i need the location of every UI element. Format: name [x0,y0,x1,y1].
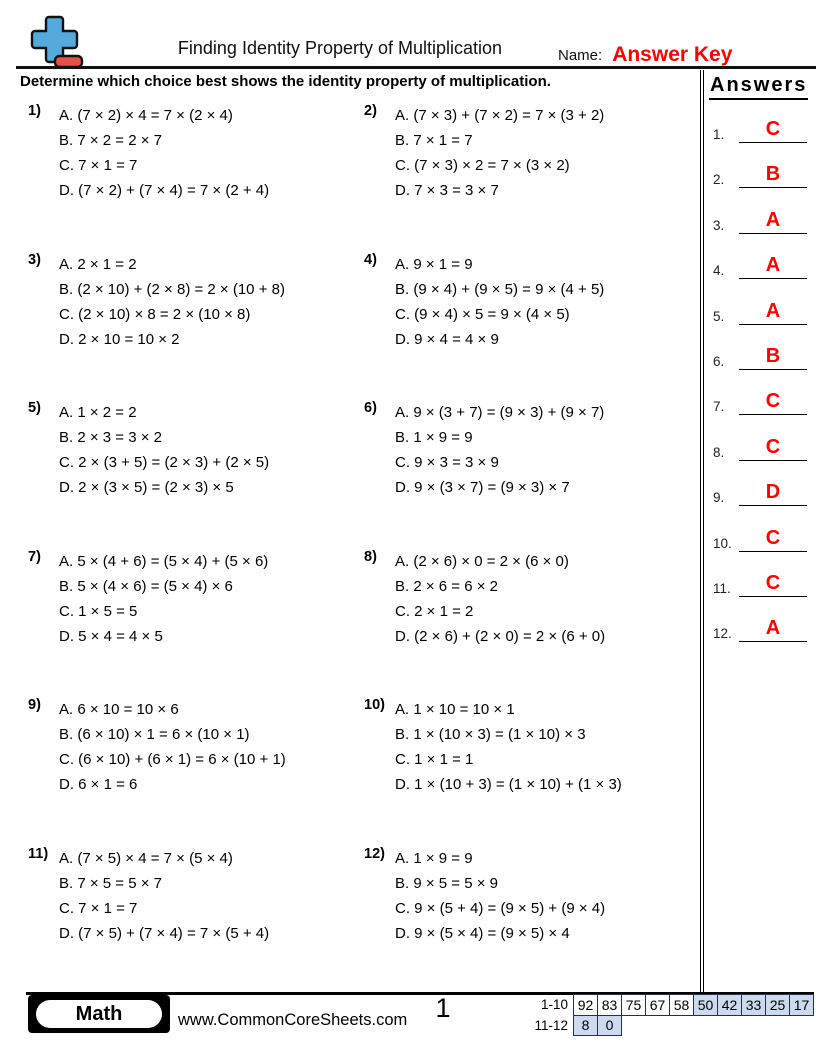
problem-number: 11) [28,845,49,862]
answer-item [704,325,812,370]
choice-b: B. 7 × 5 = 5 × 7 [59,874,162,892]
choice-list [395,697,622,797]
choice-c: C. 2 × 1 = 2 [395,602,474,620]
choice-list [395,252,604,352]
choice-a: A. 1 × 10 = 10 × 1 [395,701,515,718]
choice-b: B. 5 × (4 × 6) = (5 × 4) × 6 [59,577,233,595]
problem [28,395,364,544]
choice-a: A. 1 × 9 = 9 [395,849,473,867]
choice-b: B. 9 × 5 = 5 × 9 [395,874,498,892]
choice-a: A. 1 × 2 = 2 [59,404,137,421]
answer-number: 4. [713,263,725,279]
choice-d: D. 5 × 4 = 4 × 5 [59,627,163,645]
score-cell: 92 [574,995,598,1016]
problem [28,247,364,396]
problem-number: 10) [364,697,385,713]
answer-letter: B [765,163,781,186]
score-cell: 33 [742,995,766,1016]
choice-a: A. (2 × 6) × 0 = 2 × (6 × 0) [395,552,569,570]
choice-b: B. (9 × 4) + (9 × 5) = 9 × (4 + 5) [395,280,605,298]
answer-blank [739,164,807,188]
problem-number: 8) [364,548,377,565]
choice-b: B. 1 × (10 × 3) = (1 × 10) × 3 [395,726,586,743]
answer-letter: A [765,617,781,640]
choice-list [395,103,604,203]
problem [364,692,693,841]
choice-c: C. 9 × (5 + 4) = (9 × 5) + (9 × 4) [395,899,606,917]
choice-d: D. 9 × (3 × 7) = (9 × 3) × 7 [395,479,570,496]
choice-list [59,252,285,352]
choice-c: C. (7 × 3) × 2 = 7 × (3 × 2) [395,157,570,174]
answer-letter: C [765,435,781,458]
answer-letter: D [765,481,781,504]
problem-number: 2) [364,103,377,119]
answer-letter: C [765,526,781,549]
choice-a: A. 2 × 1 = 2 [59,255,137,273]
problem [28,98,364,247]
answer-blank [739,301,807,325]
answer-letter: C [765,571,781,594]
score-cell: 58 [670,995,694,1016]
problem [364,247,693,396]
choice-d: D. 9 × 4 = 4 × 9 [395,330,499,348]
choice-c: C. 7 × 1 = 7 [59,899,138,917]
instructions-text: Determine which choice best shows the identity property of multiplication. [20,73,551,90]
choice-a: A. (7 × 5) × 4 = 7 × (5 × 4) [59,849,233,867]
score-cell: 67 [646,995,670,1016]
choice-d: D. 2 × (3 × 5) = (2 × 3) × 5 [59,479,234,496]
answers-list [704,106,812,642]
choice-list [59,400,269,500]
score-cell: 0 [598,1015,622,1036]
choice-d: D. (2 × 6) + (2 × 0) = 2 × (6 + 0) [395,627,606,645]
choice-c: C. 9 × 3 = 3 × 9 [395,454,499,471]
problem [28,544,364,693]
answers-title-wrap [704,70,812,106]
answer-number: 6. [713,353,725,369]
answer-item [704,506,812,551]
score-cell: 75 [622,995,646,1016]
choice-c: C. (9 × 4) × 5 = 9 × (4 × 5) [395,305,570,323]
answer-blank [739,255,807,279]
choice-list [395,846,605,946]
problem [364,395,693,544]
answer-blank [739,210,807,234]
problem-number: 12) [364,845,385,862]
answers-panel [700,70,812,993]
answer-number: 10. [713,535,732,551]
answer-item [704,370,812,415]
choice-b: B. 1 × 9 = 9 [395,429,473,446]
choice-a: A. 6 × 10 = 10 × 6 [59,701,179,718]
answer-blank [739,346,807,370]
problem-number: 6) [364,400,377,416]
choice-a: A. (7 × 3) + (7 × 2) = 7 × (3 + 2) [395,107,605,124]
header-divider [16,66,816,69]
answer-item [704,234,812,279]
answer-blank [739,618,807,642]
choice-c: C. (6 × 10) + (6 × 1) = 6 × (10 + 1) [59,751,286,768]
choice-d: D. 1 × (10 + 3) = (1 × 10) + (1 × 3) [395,776,622,793]
answer-item [704,106,812,143]
problem [364,544,693,693]
subject-badge [28,995,170,1033]
answer-item [704,461,812,506]
answer-letter: A [765,208,781,231]
choice-a: A. (7 × 2) × 4 = 7 × (2 × 4) [59,107,233,124]
choice-d: D. (7 × 5) + (7 × 4) = 7 × (5 + 4) [59,924,270,942]
website-link[interactable]: www.CommonCoreSheets.com [178,1011,408,1029]
answer-item [704,597,812,642]
choice-a: A. 5 × (4 + 6) = (5 × 4) + (5 × 6) [59,552,269,570]
choice-c: C. 7 × 1 = 7 [59,157,138,174]
answer-blank [739,391,807,415]
choice-b: B. 7 × 2 = 2 × 7 [59,132,162,149]
problem-number: 7) [28,548,41,565]
name-row [558,42,732,66]
choice-a: A. 9 × (3 + 7) = (9 × 3) + (9 × 7) [395,404,605,421]
choice-list [59,549,268,649]
choice-list [59,846,269,946]
answer-key-text: Answer Key [612,43,733,66]
answer-item [704,552,812,597]
answer-item [704,143,812,188]
score-table [534,994,814,1036]
answer-number: 2. [713,172,725,188]
answers-title: Answers [709,74,808,100]
score-cell: 8 [574,1015,598,1036]
problem-number: 4) [364,251,377,268]
choice-list [59,103,269,203]
choice-b: B. 2 × 3 = 3 × 2 [59,429,162,446]
answer-number: 9. [713,490,725,506]
page-number: 1 [435,993,451,1023]
score-row-label: 1-10 [540,997,568,1013]
name-label: Name: [558,47,603,64]
subject-badge-label: Math [36,1000,162,1028]
answer-number: 5. [713,308,725,324]
choice-c: C. (2 × 10) × 8 = 2 × (10 × 8) [59,305,251,323]
answer-letter: C [765,118,781,140]
choice-c: C. 2 × (3 + 5) = (2 × 3) + (2 × 5) [59,454,270,471]
answer-blank [739,437,807,461]
choice-d: D. 7 × 3 = 3 × 7 [395,182,499,199]
answer-blank [739,528,807,552]
choice-list [59,697,286,797]
score-row-label: 11-12 [534,1017,568,1033]
answer-blank [739,119,807,143]
answer-number: 11. [713,580,731,596]
problem [28,692,364,841]
problems-grid [28,98,693,988]
choice-b: B. 2 × 6 = 6 × 2 [395,577,498,595]
problem-number: 5) [28,400,41,416]
problem [364,98,693,247]
score-cell: 50 [694,995,718,1016]
answer-item [704,415,812,460]
choice-b: B. 7 × 1 = 7 [395,132,473,149]
choice-b: B. (6 × 10) × 1 = 6 × (10 × 1) [59,726,250,743]
answer-number: 12. [713,626,732,642]
choice-c: C. 1 × 1 = 1 [395,751,474,768]
choice-list [395,400,604,500]
score-cell: 25 [766,995,790,1016]
choice-d: D. 9 × (5 × 4) = (9 × 5) × 4 [395,924,570,942]
answer-letter: A [765,299,781,322]
choice-c: C. 1 × 5 = 5 [59,602,138,620]
problem [28,841,364,990]
choice-a: A. 9 × 1 = 9 [395,255,473,273]
score-cell: 42 [718,995,742,1016]
plus-minus-logo-icon [26,14,86,70]
choice-d: D. 2 × 10 = 10 × 2 [59,330,180,348]
choice-list [395,549,605,649]
choice-d: D. (7 × 2) + (7 × 4) = 7 × (2 + 4) [59,182,270,199]
page-title: Finding Identity Property of Multiplication [177,38,503,58]
problem [364,841,693,990]
score-cell: 17 [790,995,814,1016]
answer-item [704,188,812,233]
answer-number: 8. [713,444,725,460]
answer-number: 7. [713,399,725,415]
answer-number: 1. [713,127,725,142]
answer-blank [739,573,807,597]
answer-number: 3. [713,217,725,233]
problem-number: 1) [28,103,41,119]
answer-blank [739,482,807,506]
choice-d: D. 6 × 1 = 6 [59,776,138,793]
problem-number: 3) [28,251,41,268]
problem-number: 9) [28,697,41,713]
answer-item [704,279,812,324]
answer-letter: B [765,344,781,367]
answer-letter: A [765,254,781,277]
answer-letter: C [765,390,781,413]
score-cell: 83 [598,995,622,1016]
choice-b: B. (2 × 10) + (2 × 8) = 2 × (10 + 8) [59,280,285,298]
